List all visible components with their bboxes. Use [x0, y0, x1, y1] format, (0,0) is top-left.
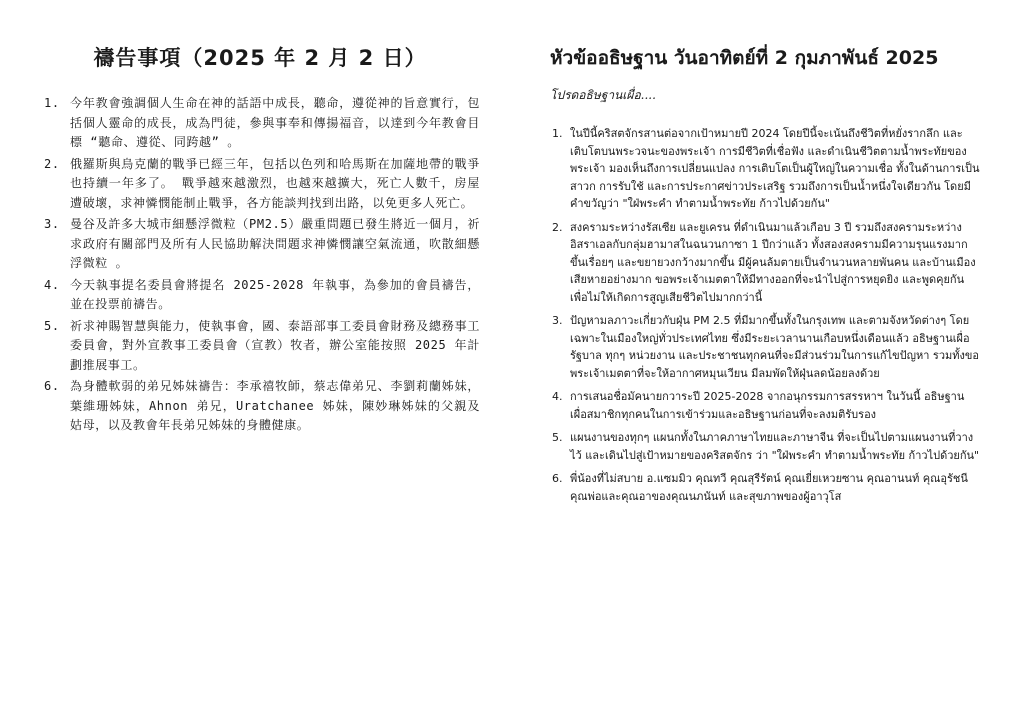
item-text: พี่น้องที่ไม่สบาย อ.แซมมิว คุณทวี คุณสุรีรัตน์ คุณเยี่ยเหวยซาน คุณอานนท์ คุณอุรัชนี คุณพ่อและคุณอาของคุณนภนันท์ และสุขภาพของผู้อาวุโส: [570, 472, 968, 503]
list-item: [40, 155, 480, 214]
item-number: 1.: [552, 127, 563, 140]
item-number: 6.: [552, 472, 563, 485]
item-number: 4.: [552, 390, 563, 403]
thai-title: หัวข้ออธิษฐาน วันอาทิตย์ที่ 2 กุมภาพันธ์ 2025: [550, 47, 939, 69]
list-item: [548, 219, 980, 307]
thai-prayer-list: [548, 125, 980, 505]
item-text: ปัญหามลภาวะเกี่ยวกับฝุ่น PM 2.5 ที่มีมากขึ้นทั้งในกรุงเทพ และตามจังหวัดต่างๆ โดยเฉพาะในเมืองใหญ่ทั่วประเทศไทย ซึ่งมีระยะเวลานานเกือบหนึ่งเดือนแล้ว อธิษฐานเผื่อรัฐบาล ทุกๆ หน่วยงาน และประชาชนทุกคนที่จะมีส่วนร่วมในการแก้ไขปัญหา รวมทั้งขอพระเจ้าเมตตาที่จะให้อากาศหมุนเวียน มีลมพัดให้ฝุ่นลดน้อยลงด้วย: [570, 314, 980, 380]
item-number: 4.: [44, 277, 60, 292]
list-item: [548, 125, 980, 213]
item-number: 2.: [44, 156, 60, 171]
item-text: 俄羅斯與烏克蘭的戰爭已經三年，包括以色列和哈馬斯在加薩地帶的戰爭也持續一年多了。 戰爭越來越激烈，也越來越擴大，死亡人數千，房屋遭破壞，求神憐憫能制止戰爭，各方能談判找到出路，以免更多人死亡。: [70, 156, 480, 210]
item-number: 2.: [552, 220, 563, 234]
item-number: 5.: [552, 431, 563, 444]
chinese-prayer-column: [40, 44, 480, 438]
list-item: [40, 377, 480, 436]
list-item: [40, 215, 480, 274]
chinese-title: 禱告事項（2025 年 2 月 2 日）: [93, 46, 427, 70]
item-text: 祈求神賜智慧與能力，使執事會，國、泰語部事工委員會財務及總務事工委員會，對外宣教事工委員會（宣教）牧者，辦公室能按照 2025 年計劃推展事工。: [70, 318, 480, 372]
item-text: 曼谷及許多大城市細懸浮微粒（PM2.5）嚴重問題已發生將近一個月，祈求政府有關部門及所有人民協助解決問題求神憐憫讓空氣流通，吹散細懸浮微粒 。: [70, 217, 480, 270]
list-item: [40, 276, 480, 315]
list-item: [548, 429, 980, 464]
item-text: 為身體軟弱的弟兄姊妹禱告：李承禧牧師，蔡志偉弟兄、李劉莉蘭姊妹，葉維珊姊妹，Ahnon 弟兄，Uratchanee 姊妹，陳妙琳姊妹的父親及姑母，以及教會年長弟兄姊妹的身體健康。: [70, 379, 480, 432]
item-number: 3.: [44, 217, 60, 231]
item-text: การเสนอชื่อมัคนายกวาระปี 2025-2028 จากอนุกรรมการสรรหาฯ ในวันนี้ อธิษฐานเผื่อสมาชิกทุกคนในการเข้าร่วมและอธิษฐานก่อนที่จะลงมติรับรอง: [570, 390, 965, 421]
item-number: 3.: [552, 314, 563, 327]
list-item: [40, 94, 480, 153]
item-text: 今天執事提名委員會將提名 2025-2028 年執事，為參加的會員禱告，並在投票前禱告。: [70, 277, 480, 311]
list-item: [40, 317, 480, 376]
item-text: สงครามระหว่างรัสเซีย และยูเครน ที่ดำเนินมาแล้วเกือบ 3 ปี รวมถึงสงครามระหว่างอิสราเอลกับกลุ่มฮามาสในฉนวนกาซา 1 ปีกว่าแล้ว ทั้งสองสงครามมีความรุนแรงมากขึ้นเรื่อยๆ และขยายวงกว้างมากขึ้น มีผู้คนล้มตายเป็นจำนวนหลายพันคน และบ้านเมืองเสียหายอย่างมาก ขอพระเจ้าเมตตาให้มีทางออกที่จะนำไปสู่การหยุดยิง และพูดคุยกัน เพื่อไม่ให้เกิดการสูญเสียชีวิตไปมากกว่านี้: [570, 220, 976, 304]
list-item: [548, 470, 980, 505]
item-text: แผนงานของทุกๆ แผนกทั้งในภาคภาษาไทยและภาษาจีน ที่จะเป็นไปตามแผนงานที่วางไว้ และเดินไปสู่เป้าหมายของคริสตจักร ว่า "ใฝ่พระคำ ทำตามน้ำพระทัย ก้าวไปด้วยกัน": [570, 431, 980, 462]
item-number: 6.: [44, 379, 60, 393]
list-item: [548, 388, 980, 423]
item-text: 今年教會強調個人生命在神的話語中成長，聽命，遵從神的旨意實行，包括個人靈命的成長，成為門徒，參與事奉和傳揚福音，以達到今年教會目標 “聽命、遵從、同跨越” 。: [70, 96, 480, 149]
item-text: ในปีนี้คริสตจักรสานต่อจากเป้าหมายปี 2024 โดยปีนี้จะเน้นถึงชีวิตที่หยั่งรากลึก และเติบโตบนพระวจนะของพระเจ้า การมีชีวิตที่เชื่อฟัง และดำเนินชีวิตตามน้ำพระทัยของพระเจ้า มองเห็นถึงการเปลี่ยนแปลง การเติบโตเป็นผู้ใหญ่ในความเชื่อ ทั้งในด้านการเป็นสาวก การรับใช้ และการประกาศข่าวประเสริฐ รวมถึงการเป็นน้ำหนึ่งใจเดียวกัน โดยมีคำขวัญว่า "ใฝ่พระคำ ทำตามน้ำพระทัย ก้าวไปด้วยกัน": [570, 127, 980, 210]
list-item: [548, 312, 980, 382]
item-number: 1.: [44, 96, 60, 110]
thai-prayer-column: [548, 44, 980, 511]
chinese-prayer-list: [40, 94, 480, 436]
item-number: 5.: [44, 318, 60, 333]
thai-subtitle: โปรดอธิษฐานเผื่อ....: [550, 88, 656, 102]
